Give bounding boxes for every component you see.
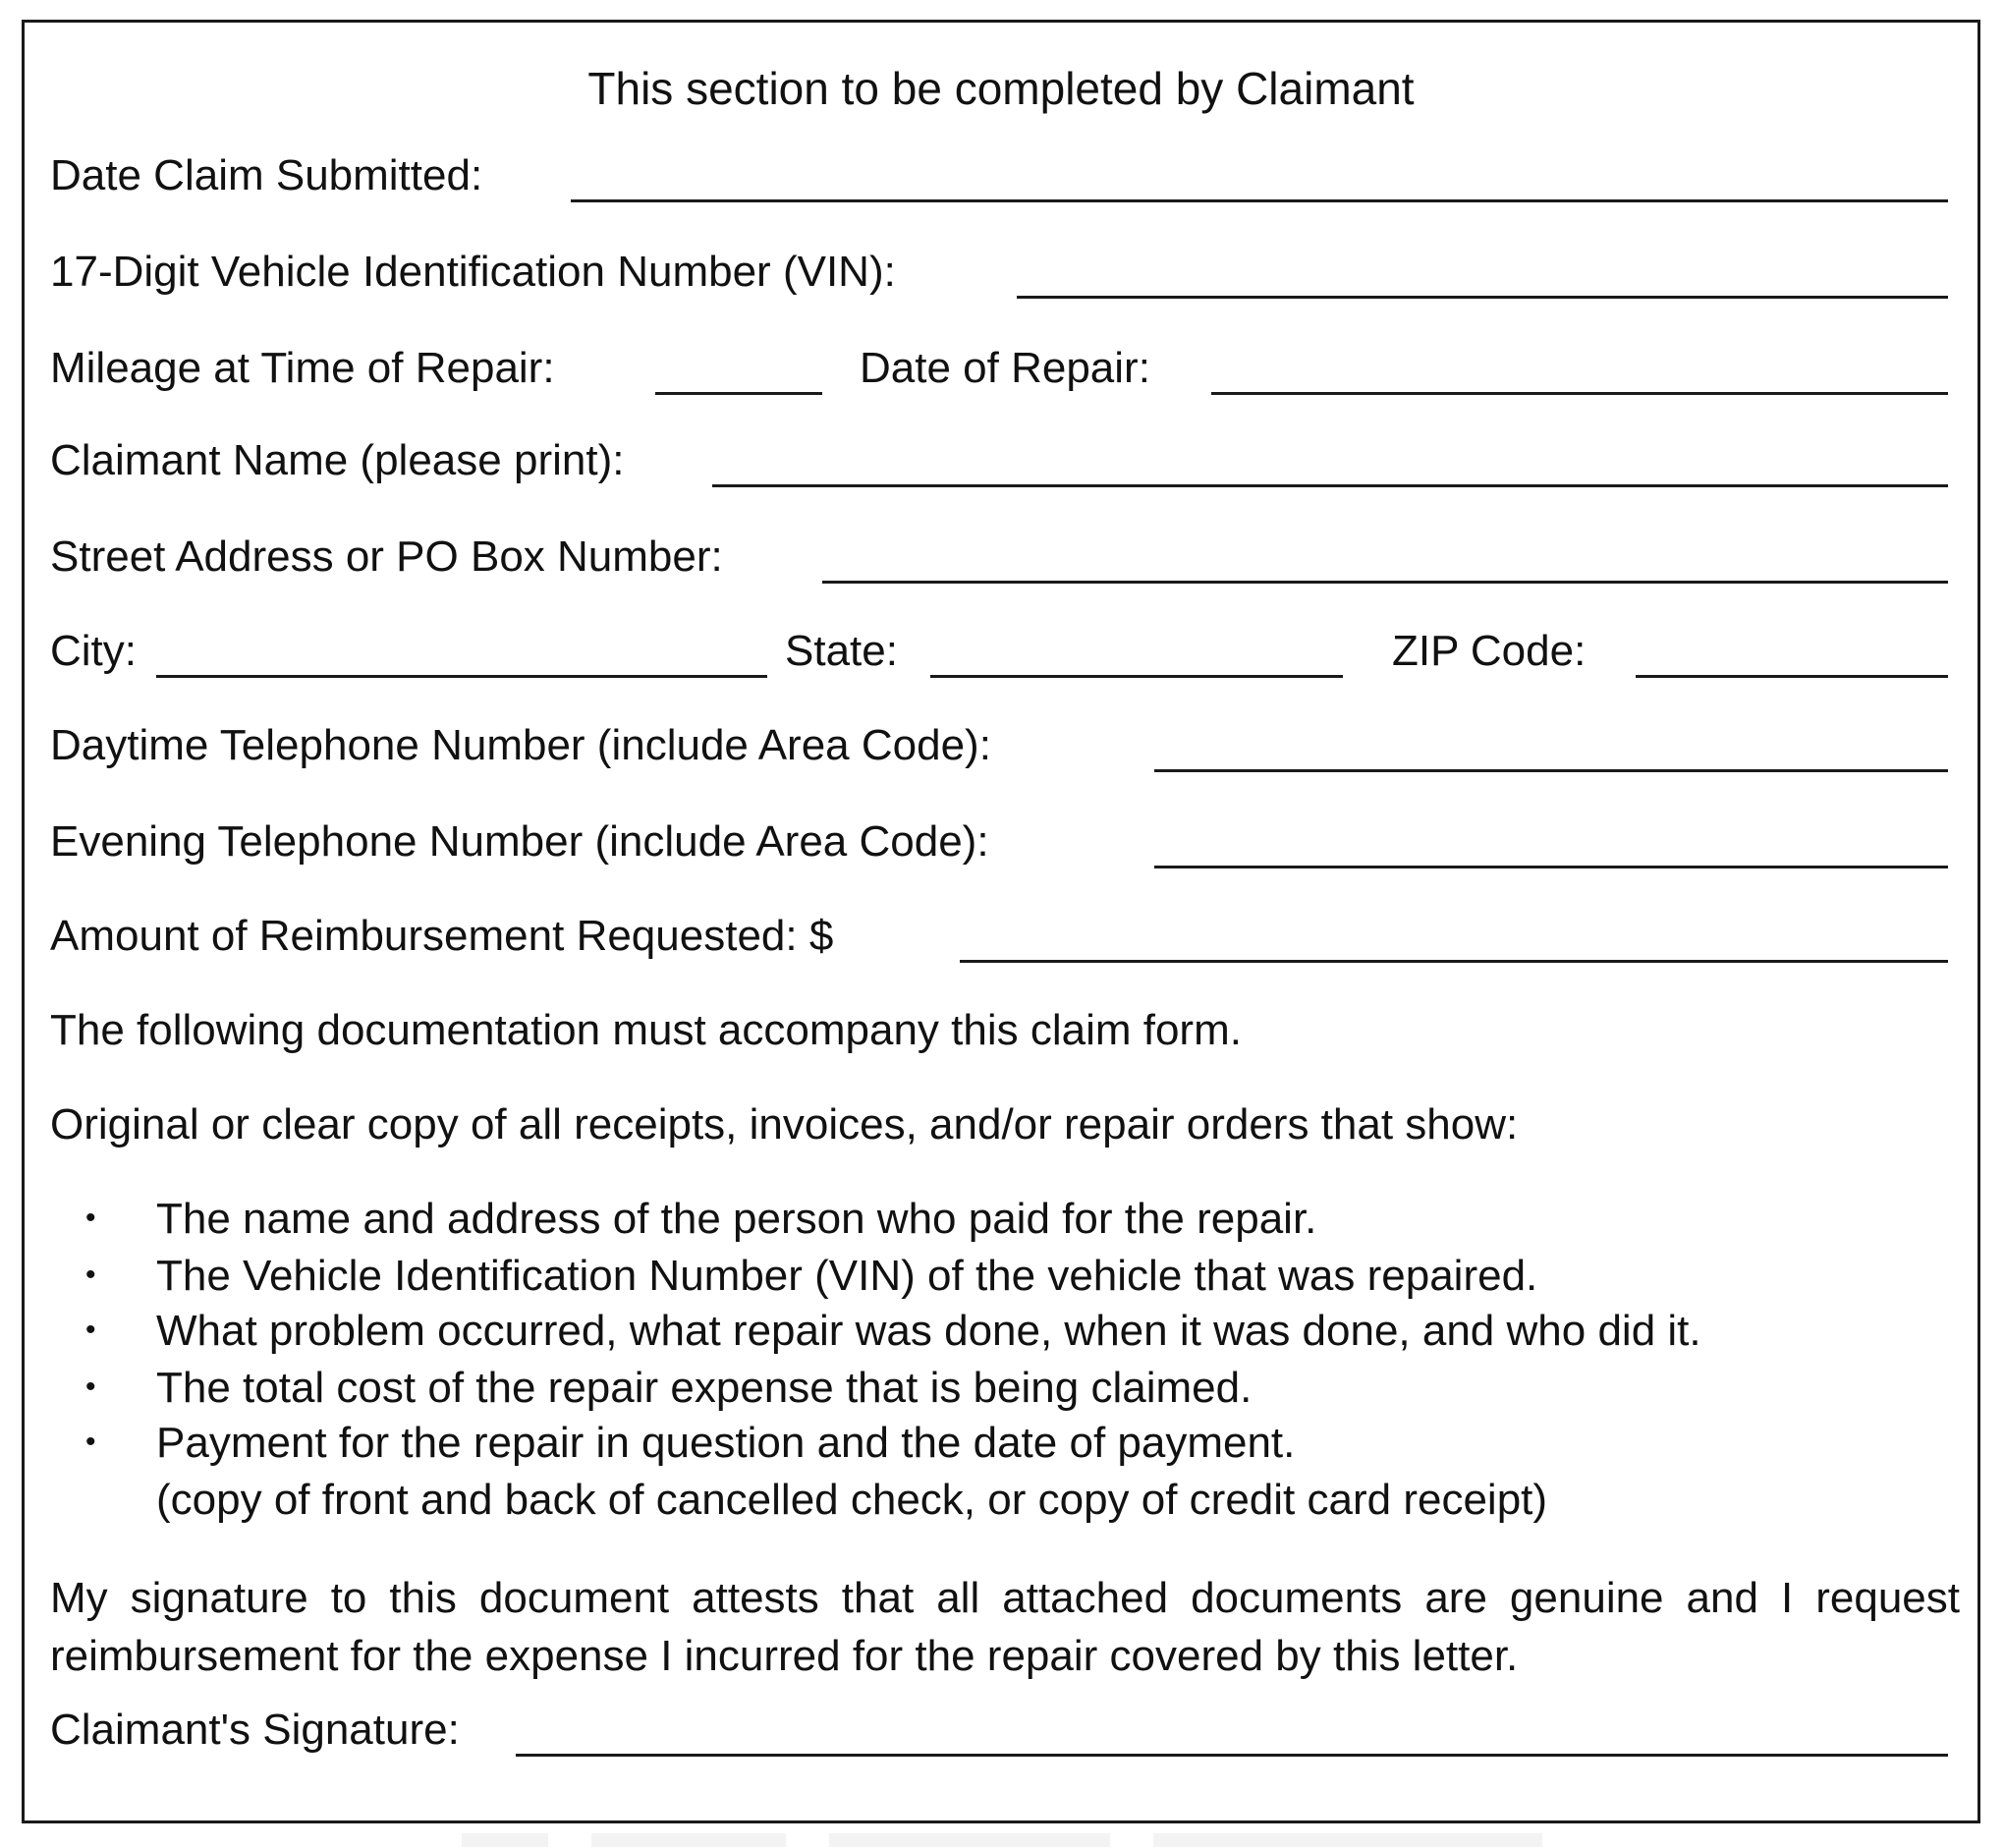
bullet-item: The Vehicle Identification Number (VIN) of the vehicle that was repaired. [156, 1252, 1538, 1300]
bullet-item: The name and address of the person who paid for the repair. [156, 1195, 1317, 1243]
evening-phone-label: Evening Telephone Number (include Area Code): [50, 817, 989, 866]
documentation-intro: The following documentation must accompany this claim form. [50, 1006, 1242, 1054]
form-header: This section to be completed by Claimant [587, 63, 1415, 114]
vin-field[interactable] [1017, 296, 1948, 299]
evening-phone-field[interactable] [1154, 866, 1948, 868]
bullet-marker: • [85, 1202, 96, 1234]
claimant-name-label: Claimant Name (please print): [50, 436, 625, 484]
vin-label: 17-Digit Vehicle Identification Number (VIN): [50, 248, 896, 296]
attestation-paragraph: My signature to this document attests that all attached documents are genuine and I request reimbursement for the expense I incurred for the repair covered by this letter. [50, 1574, 1960, 1681]
street-address-label: Street Address or PO Box Number: [50, 532, 723, 581]
amount-label: Amount of Reimbursement Requested: $ [50, 912, 834, 960]
amount-field[interactable] [960, 960, 1948, 963]
date-claim-submitted-label: Date Claim Submitted: [50, 151, 483, 199]
bullet-item: Payment for the repair in question and the date of payment. [156, 1419, 1296, 1467]
date-of-repair-field[interactable] [1211, 392, 1948, 395]
zip-label: ZIP Code: [1392, 627, 1587, 675]
bullet-marker: • [85, 1314, 96, 1346]
state-label: State: [785, 627, 898, 675]
daytime-phone-label: Daytime Telephone Number (include Area Code): [50, 721, 991, 769]
city-label: City: [50, 627, 137, 675]
state-field[interactable] [930, 675, 1343, 678]
receipts-requirement: Original or clear copy of all receipts, invoices, and/or repair orders that show: [50, 1100, 1519, 1148]
bullet-note: (copy of front and back of cancelled check, or copy of credit card receipt) [156, 1476, 1548, 1524]
claim-form-box [22, 20, 1980, 1823]
mileage-field[interactable] [655, 392, 822, 395]
street-address-field[interactable] [822, 581, 1948, 584]
zip-field[interactable] [1636, 675, 1948, 678]
faded-caption-remnant [462, 1833, 1542, 1847]
date-of-repair-label: Date of Repair: [860, 344, 1150, 392]
mileage-label: Mileage at Time of Repair: [50, 344, 555, 392]
signature-label: Claimant's Signature: [50, 1706, 460, 1754]
bullet-item: What problem occurred, what repair was done, when it was done, and who did it. [156, 1307, 1701, 1355]
claimant-name-field[interactable] [712, 484, 1948, 487]
bullet-marker: • [85, 1371, 96, 1403]
bullet-item: The total cost of the repair expense that is being claimed. [156, 1364, 1253, 1412]
bullet-marker: • [85, 1426, 96, 1458]
city-field[interactable] [156, 675, 767, 678]
date-claim-submitted-field[interactable] [571, 199, 1948, 202]
daytime-phone-field[interactable] [1154, 769, 1948, 772]
bullet-marker: • [85, 1259, 96, 1291]
signature-field[interactable] [516, 1754, 1948, 1757]
